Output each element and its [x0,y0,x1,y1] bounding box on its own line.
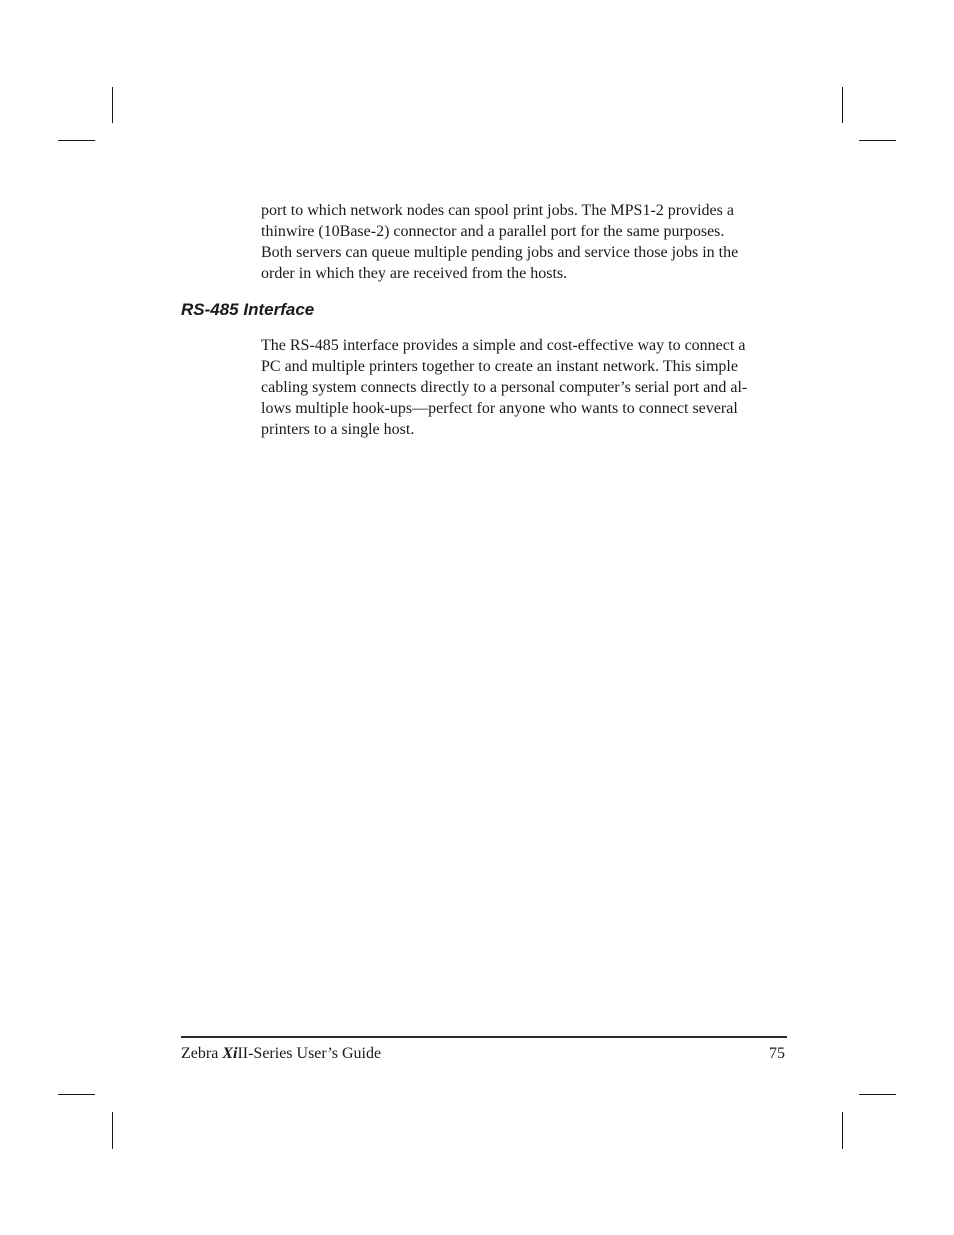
crop-mark-bottom-right-horizontal [859,1094,896,1095]
crop-mark-top-left-vertical [112,87,113,123]
footer-model-italic: Xi [222,1045,238,1062]
footer-brand: Zebra [181,1045,223,1062]
intro-paragraph [261,200,791,284]
rs485-line: printers to a single host. [261,421,415,438]
rs485-line: PC and multiple printers together to create an instant network. This simple [261,358,738,375]
page-number: 75 [769,1045,785,1062]
intro-line: Both servers can queue multiple pending jobs and service those jobs in the [261,244,739,261]
rs485-paragraph [261,335,791,440]
footer-title [181,1045,381,1063]
intro-line: thinwire (10Base-2) connector and a parallel port for the same purposes. [261,223,725,240]
crop-mark-bottom-left-vertical [112,1112,113,1149]
intro-line: port to which network nodes can spool print jobs. The MPS1-2 provides a [261,202,734,219]
section-heading-rs485: RS-485 Interface [181,300,315,319]
footer-rule [181,1036,787,1038]
crop-mark-top-left-horizontal [58,140,95,141]
crop-mark-top-right-horizontal [859,140,896,141]
intro-line: order in which they are received from the hosts. [261,265,568,282]
rs485-line: cabling system connects directly to a personal computer’s serial port and al- [261,379,748,396]
crop-mark-top-right-vertical [842,87,843,123]
rs485-line: lows multiple hook-ups—perfect for anyone who wants to connect several [261,400,738,417]
rs485-line: The RS-485 interface provides a simple and cost-effective way to connect a [261,337,746,354]
footer-guide-title: II-Series User’s Guide [237,1045,382,1062]
crop-mark-bottom-right-vertical [842,1112,843,1149]
crop-mark-bottom-left-horizontal [58,1094,95,1095]
